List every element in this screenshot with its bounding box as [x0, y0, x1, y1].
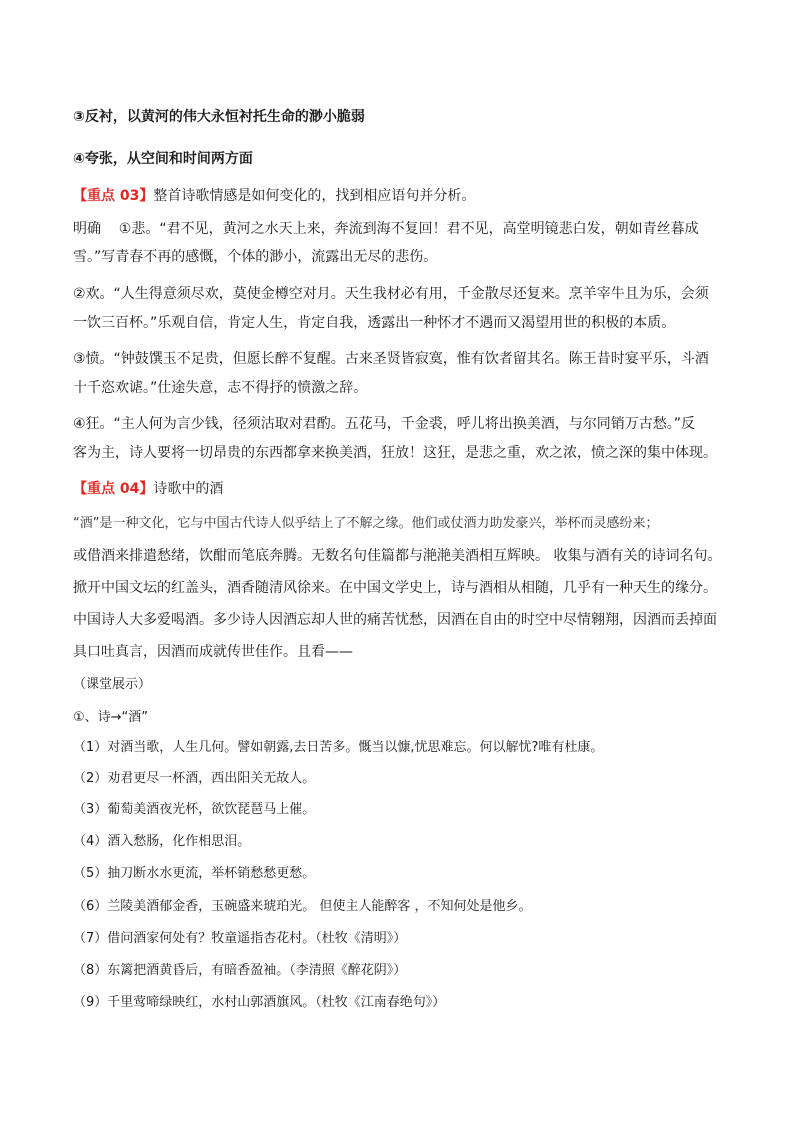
intro-line-3: 掀开中国文坛的红盖头，酒香随清风徐来。在中国文学史上，诗与酒相从相随，几乎有一种天生的缘分。 — [73, 580, 717, 596]
paragraph-joy-2: 一饮三百杯。”乐观自信，肯定人生，肯定自我，透露出一种怀才不遇而又渴望用世的积极的本质。 — [73, 315, 676, 331]
intro-line-1: “酒”是一种文化，它与中国古代诗人似乎结上了不解之缘。他们或仗酒力助发豪兴，举杯而灵感纷来； — [73, 516, 659, 531]
paragraph-joy-1: ②欢。“人生得意须尽欢，莫使金樽空对月。天生我材必有用，千金散尽还复来。烹羊宰牛且为乐，会须 — [73, 286, 709, 302]
poem-section-heading: ①、诗→“酒” — [73, 710, 149, 725]
poem-line: （9）千里莺啼绿映红，水村山郭酒旗风。（杜牧《江南春绝句》） — [73, 995, 446, 1010]
item-contrast: ③反衬，以黄河的伟大永恒衬托生命的渺小脆弱 — [73, 109, 365, 125]
paragraph-sorrow-2: 雪。”写青春不再的感慨，个体的渺小，流露出无尽的悲伤。 — [73, 249, 438, 265]
section-title-03: 整首诗歌情感是如何变化的，找到相应语句并分析。 — [153, 188, 476, 204]
poem-line: （3）葡萄美酒夜光杯，欲饮琵琶马上催。 — [73, 802, 316, 817]
section-heading-03 — [73, 186, 475, 206]
poem-line: （6）兰陵美酒郁金香，玉碗盛来琥珀光。 但使主人能醉客 ，不知何处是他乡。 — [73, 899, 532, 914]
poem-line: （2）劝君更尽一杯酒，西出阳关无故人。 — [73, 771, 316, 786]
item-exaggeration: ④夸张，从空间和时间两方面 — [73, 151, 253, 167]
section-title-04: 诗歌中的酒 — [153, 481, 224, 497]
paragraph-wild-1: ④狂。“主人何为言少钱，径须沽取对君酌。五花马，千金裘，呼儿将出换美酒，与尔同销万古愁。”反 — [73, 416, 696, 432]
intro-line-2: 或借酒来排遣愁绪，饮酣而笔底奔腾。无数名句佳篇都与滟滟美酒相互辉映。 收集与酒有关的诗词名句。 — [73, 548, 722, 564]
paragraph-sorrow-1: 明确 ①悲。“君不见，黄河之水天上来，奔流到海不复回！君不见，高堂明镜悲白发，朝如青丝暮成 — [73, 221, 699, 237]
poem-line: （1）对酒当歌，人生几何。譬如朝露,去日苦多。慨当以慷,忧思难忘。何以解忧?唯有杜康。 — [73, 740, 604, 755]
section-heading-04 — [73, 479, 223, 499]
poem-line: （5）抽刀断水水更流，举杯销愁愁更愁。 — [73, 866, 316, 881]
intro-line-5: 具口吐真言，因酒而成就传世佳作。且看—— — [73, 644, 353, 660]
intro-line-4: 中国诗人大多爱喝酒。多少诗人因酒忘却人世的痛苦忧愁，因酒在自由的时空中尽情翱翔，因酒而丢掉面 — [73, 612, 717, 628]
poem-line: （8）东篱把酒黄昏后，有暗香盈袖。（李清照《醉花阴》） — [73, 963, 407, 978]
paragraph-anger-1: ③愤。“钟鼓馔玉不足贵，但愿长醉不复醒。古来圣贤皆寂寞，惟有饮者留其名。陈王昔时宴平乐，斗酒 — [73, 351, 709, 367]
class-display-label: （课堂展示） — [73, 677, 152, 692]
document-page — [73, 0, 723, 1123]
poem-line: （7）借问酒家何处有？牧童遥指杏花村。（杜牧《清明》） — [73, 931, 407, 946]
paragraph-anger-2: 十千恣欢谑。”仕途失意，志不得抒的愤激之辞。 — [73, 380, 368, 396]
poem-line: （4）酒入愁肠，化作相思泪。 — [73, 834, 251, 849]
section-tag-03: 【重点 03】 — [73, 188, 154, 204]
paragraph-wild-2: 客为主，诗人要将一切昂贵的东西都拿来换美酒，狂放！这狂，是悲之重，欢之浓，愤之深的集中体现。 — [73, 445, 717, 461]
section-tag-04: 【重点 04】 — [73, 481, 154, 497]
